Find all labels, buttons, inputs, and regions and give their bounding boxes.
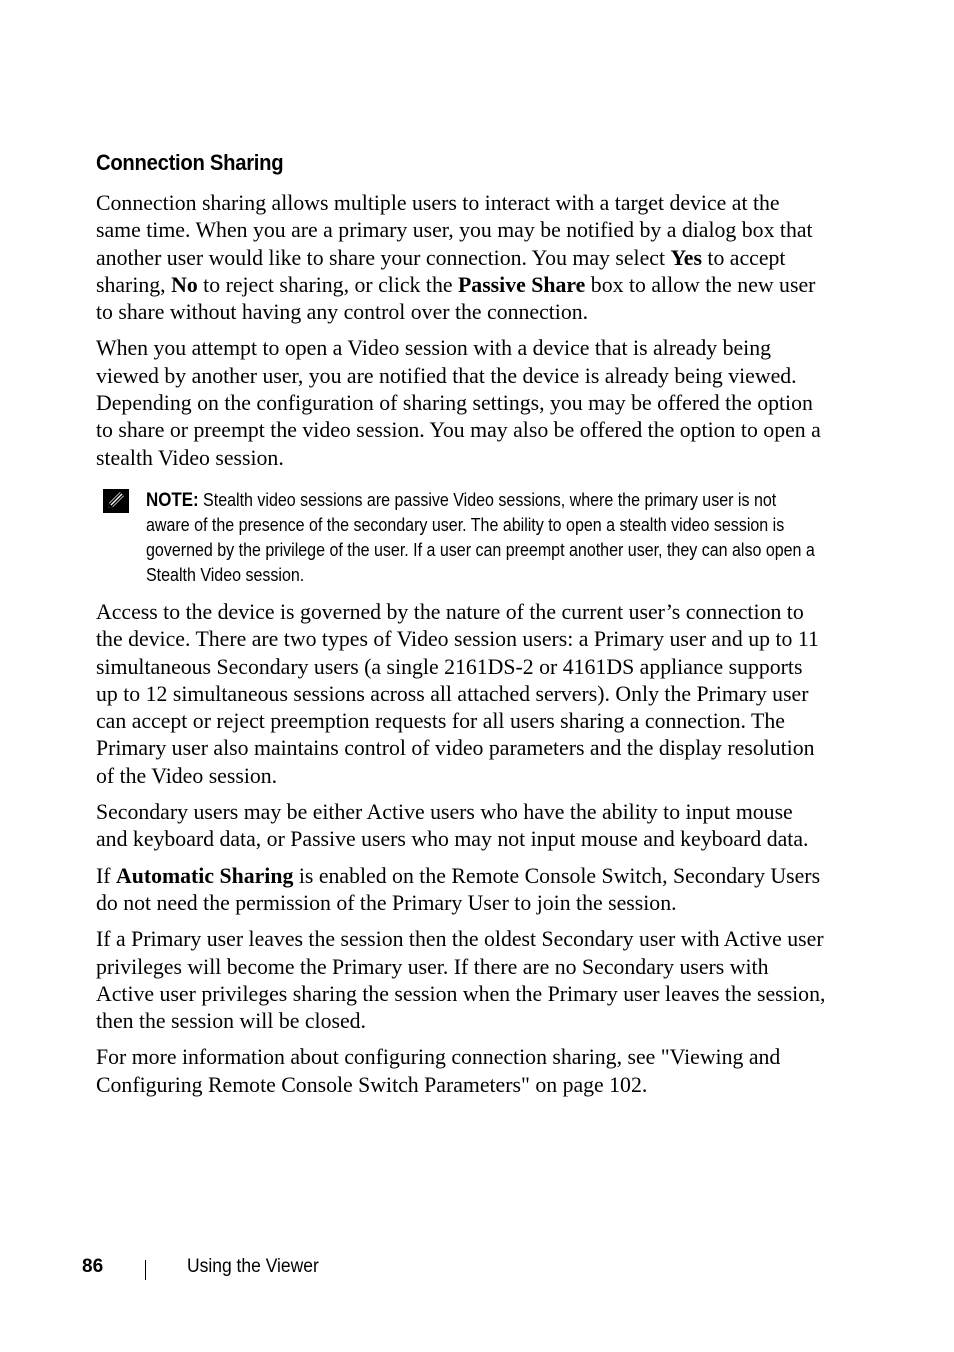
- paragraph-video-session: When you attempt to open a Video session with a device that is already being viewed by another user, you are notified that the device is already being viewed. Depending on the configuration of sharing settings, you may be offered the option to share or preempt the video session. You may also be offered the option to open a stealth Video session.: [96, 336, 821, 470]
- note-block: [96, 488, 826, 588]
- text: Connection sharing allows multiple users to interact with a target device at the same time. When you are a primary user, you may be notified by a dialog box that another user would like to share your connection. You may select: [96, 191, 813, 270]
- text: to accept sharing,: [96, 245, 786, 297]
- paragraph-more-info: For more information about configuring connection sharing, see "Viewing and Configuring Remote Console Switch Parameters" on page 102.: [96, 1045, 781, 1097]
- text: If: [96, 863, 116, 888]
- text: is enabled on the Remote Console Switch, Secondary Users do not need the permission of the Primary User to join the session.: [96, 863, 821, 915]
- footer-section-title: Using the Viewer: [187, 1256, 319, 1277]
- pencil-note-icon: [102, 488, 130, 514]
- page-content: [96, 150, 826, 1108]
- page-number: 86: [82, 1256, 104, 1277]
- no-option: No: [171, 272, 198, 297]
- paragraph-primary-leaves: If a Primary user leaves the session then the oldest Secondary user with Active user privileges will become the Primary user. If there are no Secondary users with Active user privileges sharing the session when the Primary user leaves the session, then the session will be closed.: [96, 927, 826, 1034]
- note-text: [146, 488, 822, 588]
- paragraph-secondary-users: Secondary users may be either Active users who have the ability to input mouse and keyboard data, or Passive users who may not input mouse and keyboard data.: [96, 800, 809, 852]
- note-label: NOTE:: [146, 489, 199, 511]
- automatic-sharing-option: Automatic Sharing: [115, 863, 294, 888]
- paragraph-access: Access to the device is governed by the nature of the current user’s connection to the device. There are two types of Video session users: a Primary user and up to 11 simultaneous Secondary users (a single 2161DS-2 or 4161DS appliance supports up to 12 simultaneous sessions across all attached servers). Only the Primary user can accept or reject preemption requests for all users sharing a connection. The Primary user also maintains control of video parameters and the display resolution of the Video session.: [96, 599, 819, 788]
- passive-share-option: Passive Share: [457, 272, 586, 297]
- paragraph-automatic-sharing: [96, 863, 826, 918]
- note-body: Stealth video sessions are passive Video sessions, where the primary user is not aware of the presence of the secondary user. The ability to open a stealth video session is governed by the privilege of the user. If a user can preempt another user, they can also open a Stealth Video session.: [146, 489, 815, 585]
- yes-option: Yes: [670, 245, 702, 270]
- paragraph-connection-sharing: [96, 190, 826, 326]
- text: to reject sharing, or click the: [197, 272, 458, 297]
- section-heading: Connection Sharing: [96, 150, 284, 175]
- text: box to allow the new user to share without having any control over the connection.: [96, 272, 816, 325]
- footer-separator: [145, 1260, 146, 1280]
